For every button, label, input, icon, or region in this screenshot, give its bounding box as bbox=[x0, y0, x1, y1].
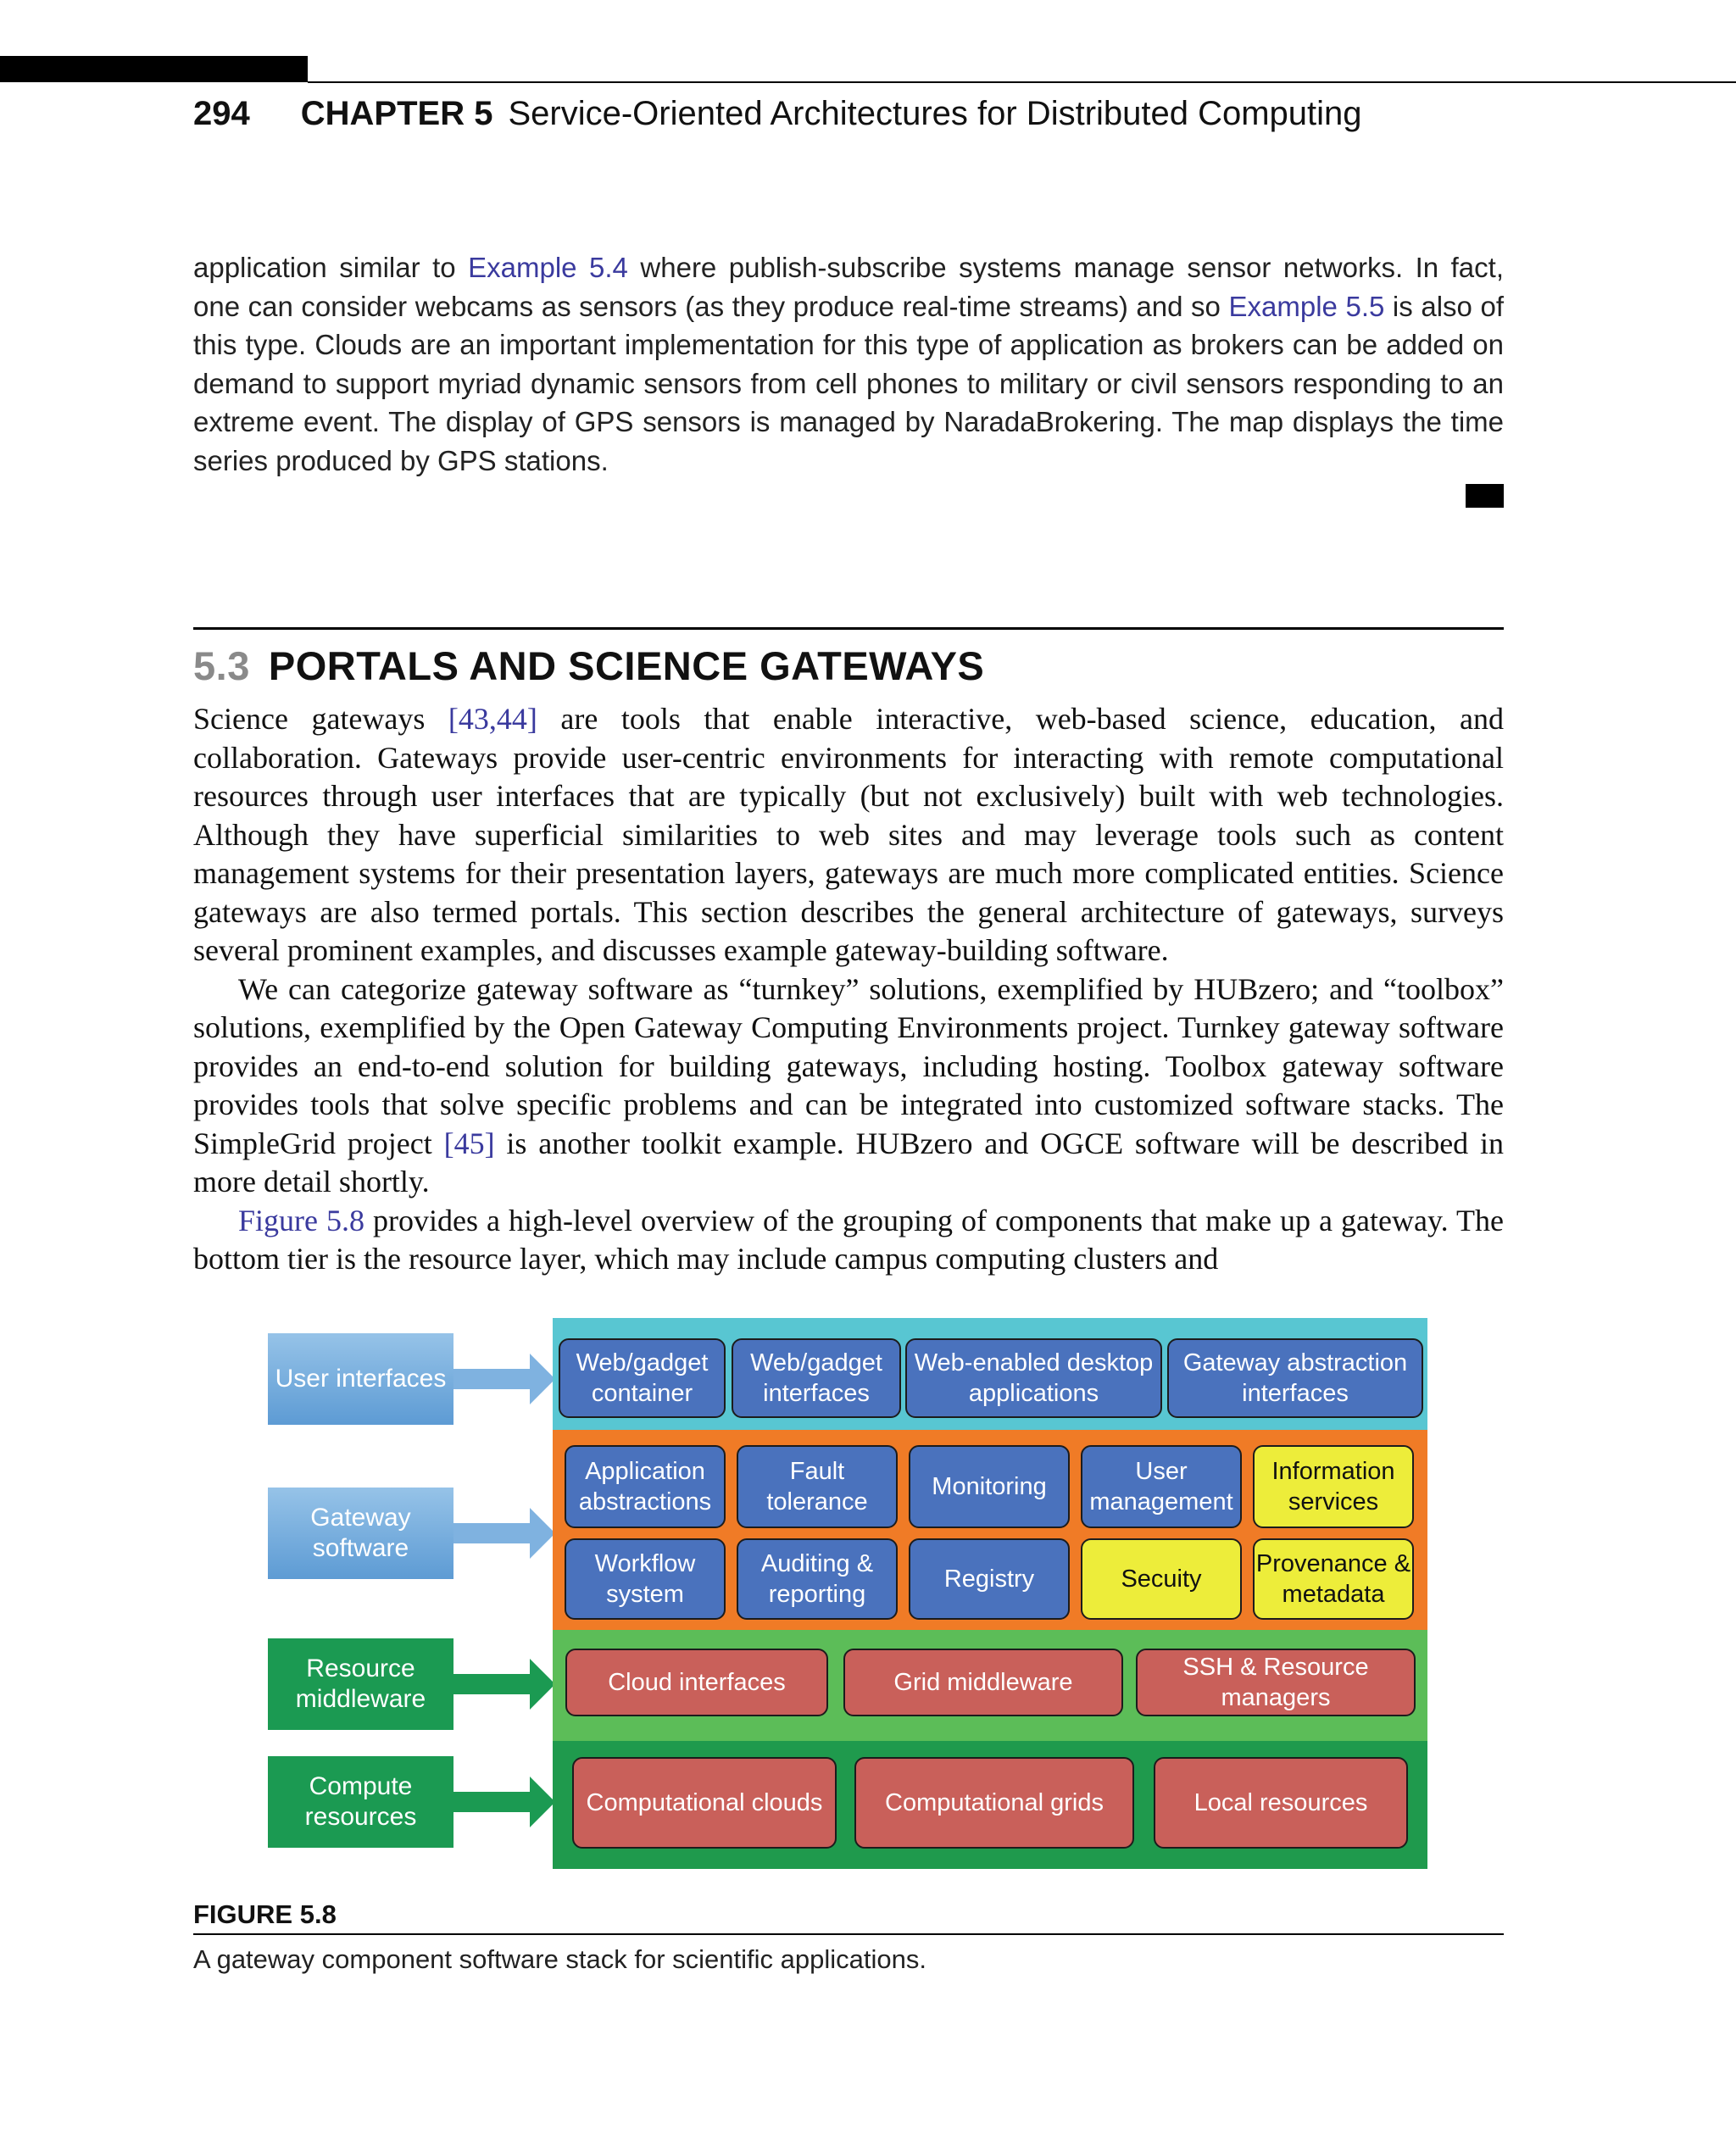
arrow-right-icon bbox=[453, 1508, 555, 1559]
header-black-bar bbox=[0, 56, 308, 82]
computational-grids-box: Computational grids bbox=[854, 1757, 1134, 1849]
ref-45-link[interactable]: [45] bbox=[443, 1126, 495, 1160]
security-box: Secuity bbox=[1081, 1538, 1242, 1620]
compute-resources-label: Compute resources bbox=[268, 1756, 453, 1848]
chapter-title: Service-Oriented Architectures for Distributed Computing bbox=[508, 95, 1362, 132]
header-rule bbox=[308, 81, 1736, 83]
figure-caption-rule bbox=[193, 1933, 1504, 1935]
application-abstractions-box: Application abstractions bbox=[565, 1445, 726, 1528]
arrow-right-icon bbox=[453, 1777, 555, 1827]
example-5-4-link[interactable]: Example 5.4 bbox=[468, 252, 628, 283]
example-5-5-link[interactable]: Example 5.5 bbox=[1228, 290, 1385, 322]
grid-middleware-box: Grid middleware bbox=[843, 1649, 1123, 1716]
figure-label: FIGURE 5.8 bbox=[193, 1899, 337, 1929]
auditing-reporting-box: Auditing & reporting bbox=[737, 1538, 898, 1620]
gateway-software-label: Gateway software bbox=[268, 1488, 453, 1579]
user-interfaces-label: User interfaces bbox=[268, 1333, 453, 1425]
body-paragraph-3: Figure 5.8 provides a high-level overview of the grouping of components that make up a gateway. The bottom tier is the resource layer, which may include campus computing clusters and bbox=[193, 1203, 1504, 1276]
section-title: PORTALS AND SCIENCE GATEWAYS bbox=[268, 643, 985, 688]
resource-middleware-label: Resource middleware bbox=[268, 1638, 453, 1730]
user-management-box: User management bbox=[1081, 1445, 1242, 1528]
page-number: 294 bbox=[193, 95, 250, 132]
web-gadget-interfaces-box: Web/gadget interfaces bbox=[732, 1338, 901, 1418]
body-text bbox=[193, 700, 1504, 1279]
body-paragraph-1: Science gateways [43,44] are tools that enable interactive, web-based science, education, and collaboration. Gateways provide user-centric environments for interacting with remote computational resources through user interfaces that are typically (but not exclusively) built with web technologies. Although they have superficial similarities to web sites and may leverage tools such as content management systems for their presentation layers, gateways are much more complicated entities. Science gateways are also termed portals. This section describes the general architecture of gateways, surveys several prominent examples, and discusses example gateway-building software. bbox=[193, 702, 1504, 967]
gateway-abstraction-interfaces-box: Gateway abstraction interfaces bbox=[1167, 1338, 1423, 1418]
arrow-right-icon bbox=[453, 1354, 555, 1404]
ssh-resource-managers-box: SSH & Resource managers bbox=[1136, 1649, 1416, 1716]
figure-caption: A gateway component software stack for scientific applications. bbox=[193, 1944, 926, 1974]
section-number: 5.3 bbox=[193, 643, 250, 688]
body-paragraph-2: We can categorize gateway software as “turnkey” solutions, exemplified by HUBzero; and “toolbox” solutions, exemplified by the Open Gateway Computing Environments project. Turnkey gateway software provides an end-to-end solution for building gateways, including hosting. Toolbox gateway software provides tools that solve specific problems and can be integrated into customized software stacks. The SimpleGrid project [45] is another toolkit example. HUBzero and OGCE software will be described in more detail shortly. bbox=[193, 971, 1504, 1198]
web-gadget-container-box: Web/gadget container bbox=[559, 1338, 726, 1418]
monitoring-box: Monitoring bbox=[909, 1445, 1070, 1528]
web-enabled-desktop-apps-box: Web-enabled desktop applications bbox=[905, 1338, 1162, 1418]
ref-43-44-link[interactable]: [43,44] bbox=[448, 702, 537, 736]
registry-box: Registry bbox=[909, 1538, 1070, 1620]
figure-5-8-link[interactable]: Figure 5.8 bbox=[238, 1203, 365, 1237]
computational-clouds-box: Computational clouds bbox=[572, 1757, 837, 1849]
local-resources-box: Local resources bbox=[1154, 1757, 1408, 1849]
provenance-metadata-box: Provenance & metadata bbox=[1253, 1538, 1414, 1620]
gateway-stack-figure bbox=[268, 1318, 1427, 1869]
section-heading bbox=[193, 642, 984, 689]
intro-paragraph: application similar to Example 5.4 where publish-subscribe systems manage sensor networks. In fact, one can consider webcams as sensors (as they produce real-time streams) and so Example 5.5 is also of this type. Clouds are an important implementation for this type of application as brokers can be added on demand to support myriad dynamic sensors from cell phones to military or civil sensors responding to an extreme event. The display of GPS sensors is managed by NaradaBrokering. The map displays the time series produced by GPS stations. bbox=[193, 252, 1504, 476]
information-services-box: Information services bbox=[1253, 1445, 1414, 1528]
cloud-interfaces-box: Cloud interfaces bbox=[565, 1649, 828, 1716]
running-head bbox=[193, 95, 1362, 133]
end-of-example-mark bbox=[1466, 484, 1504, 508]
workflow-system-box: Workflow system bbox=[565, 1538, 726, 1620]
arrow-right-icon bbox=[453, 1659, 555, 1710]
section-rule bbox=[193, 627, 1504, 630]
fault-tolerance-box: Fault tolerance bbox=[737, 1445, 898, 1528]
chapter-label: CHAPTER 5 bbox=[300, 95, 493, 132]
